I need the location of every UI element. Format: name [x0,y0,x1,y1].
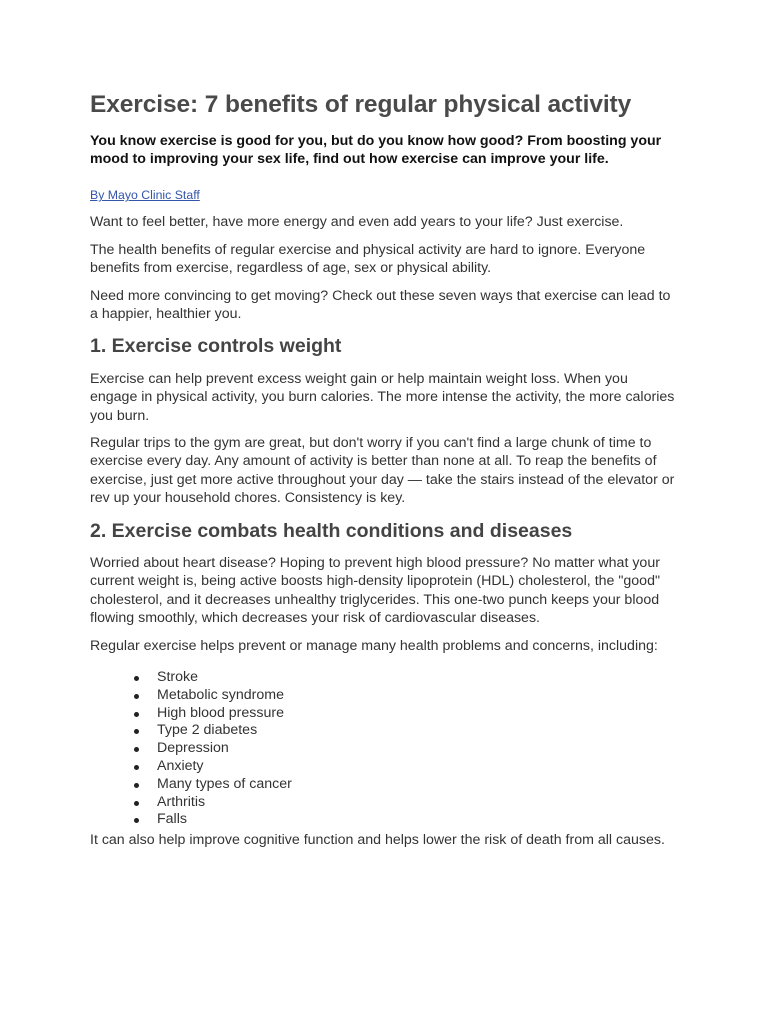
list-item-label: Arthritis [157,793,206,810]
bullet-icon [134,747,139,752]
section-paragraph: Worried about heart disease? Hoping to prevent high blood pressure? No matter what your current weight is, being active boosts high-density lipoprotein (HDL) cholesterol, the "good" cholesterol, and it decreases unhealthy triglycerides. This one-two punch keeps your blood flowing smoothly, which decreases your risk of cardiovascular diseases. [90,555,660,627]
intro-paragraph: Need more convincing to get moving? Check out these seven ways that exercise can lead to a happier, healthier you. [90,287,671,323]
section-heading-conditions: 2. Exercise combats health conditions and diseases [90,519,573,542]
byline-link[interactable]: By Mayo Clinic Staff [90,188,200,203]
section-paragraph: Exercise can help prevent excess weight gain or help maintain weight loss. When you engage in physical activity, you burn calories. The more intense the activity, the more calories you burn. [90,370,675,424]
list-item [134,687,676,705]
list-item-label: High blood pressure [157,704,284,721]
bullet-icon [134,783,139,788]
list-item [134,758,676,776]
bullet-icon [134,765,139,770]
list-item [134,811,676,829]
bullet-icon [134,694,139,699]
list-item-label: Type 2 diabetes [157,722,258,739]
bullet-icon [134,801,139,806]
intro-paragraph: Want to feel better, have more energy and even add years to your life? Just exercise. [90,214,624,231]
list-item-label: Metabolic syndrome [157,686,284,703]
bullet-icon [134,676,139,681]
list-item [134,740,676,758]
bullet-icon [134,818,139,823]
list-item [134,722,676,740]
list-item [134,794,676,812]
bullet-icon [134,729,139,734]
section-paragraph: Regular trips to the gym are great, but don't worry if you can't find a large chunk of time to exercise every day. Any amount of activity is better than none at all. To reap the benefits of exercise, just get more active throughout your day — take the stairs instead of the elevator or rev up your household chores. Consistency is key. [90,435,675,507]
list-item-label: Many types of cancer [157,775,292,792]
page-title: Exercise: 7 benefits of regular physical activity [90,91,632,118]
section-paragraph: Regular exercise helps prevent or manage many health problems and concerns, including: [90,637,658,654]
list-item [134,705,676,723]
section-heading-weight: 1. Exercise controls weight [90,335,342,358]
list-item-label: Falls [157,811,187,828]
bullet-icon [134,712,139,717]
closing-paragraph: It can also help improve cognitive function and helps lower the risk of death from all causes. [90,832,665,849]
list-item-label: Anxiety [157,758,204,775]
list-item [134,776,676,794]
intro-paragraph: The health benefits of regular exercise and physical activity are hard to ignore. Everyone benefits from exercise, regardless of age, sex or physical ability. [90,241,646,277]
conditions-list [90,669,676,829]
list-item [134,669,676,687]
article [90,90,676,859]
list-item-label: Depression [157,740,229,757]
list-item-label: Stroke [157,669,199,686]
article-lead: You know exercise is good for you, but do you know how good? From boosting your mood to improving your sex life, find out how exercise can improve your life. [90,133,662,168]
